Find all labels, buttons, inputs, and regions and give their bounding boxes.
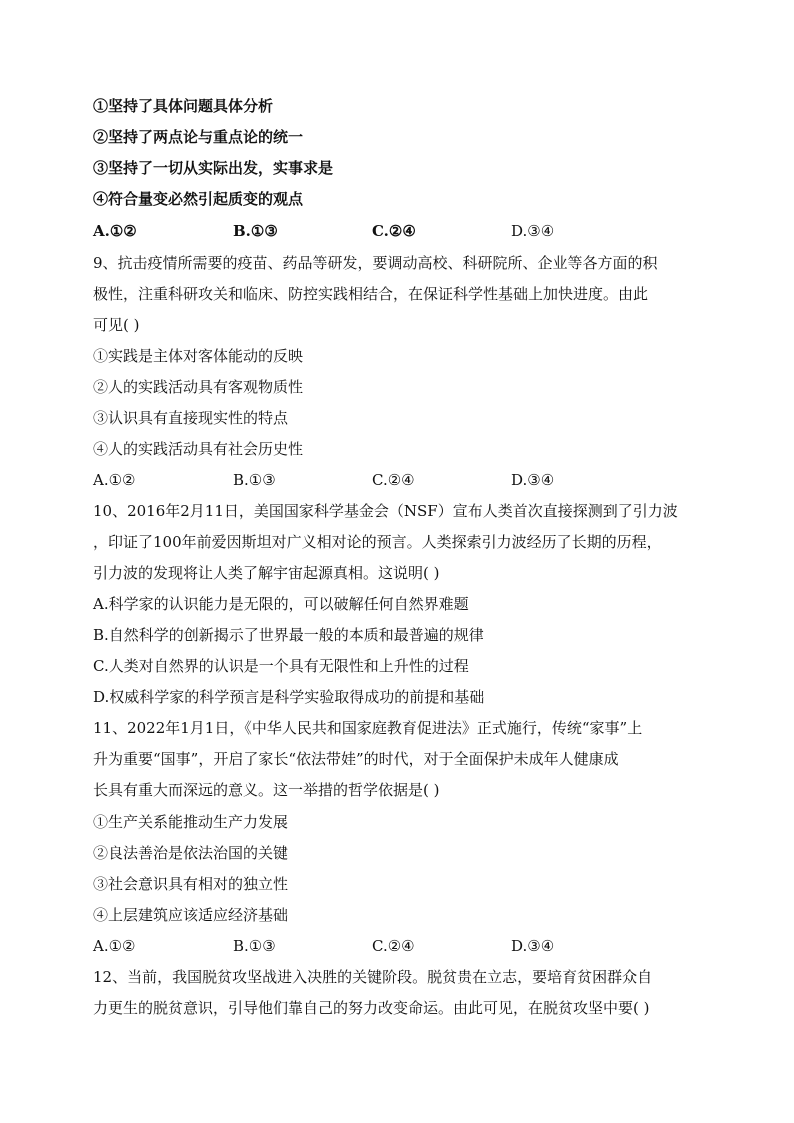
q8-statement-2: ②坚持了两点论与重点论的统一 [93,128,304,146]
q10-choice-b: B.自然科学的创新揭示了世界最一般的本质和最普遍的规律 [93,626,484,644]
q11-option-b: B.①③ [233,937,276,955]
q9-option-b: B.①③ [233,471,276,489]
q11-option-d: D.③④ [511,937,555,955]
q11-option-c: C.②④ [372,937,415,955]
q11-statement-3: ③社会意识具有相对的独立性 [93,875,289,893]
q9-option-d: D.③④ [511,471,555,489]
q9-statement-1: ①实践是主体对客体能动的反映 [93,347,304,365]
q8-statement-3: ③坚持了一切从实际出发，实事求是 [93,159,334,177]
q10-choice-d: D.权威科学家的科学预言是科学实验取得成功的前提和基础 [93,688,485,706]
q10-choice-a: A.科学家的认识能力是无限的，可以破解任何自然界难题 [93,595,469,613]
q9-stem-line-2: 极性，注重科研攻关和临床、防控实践相结合，在保证科学性基础上加快进度。由此 [93,285,649,303]
q11-statement-2: ②良法善治是依法治国的关键 [93,844,289,862]
q9-option-c: C.②④ [372,471,415,489]
q8-option-c: C.②④ [372,222,416,240]
q8-statement-4: ④符合量变必然引起质变的观点 [93,190,304,208]
q10-stem-line-1: 10、2016年2月11日，美国国家科学基金会（NSF）宣布人类首次直接探测到了引力波 [93,502,678,520]
q10-stem-line-3: 引力波的发现将让人类了解宇宙起源真相。这说明( ) [93,564,440,582]
q11-stem-line-3: 长具有重大而深远的意义。这一举措的哲学依据是( ) [93,781,440,799]
q11-statement-4: ④上层建筑应该适应经济基础 [93,906,289,924]
q8-statement-1: ①坚持了具体问题具体分析 [93,97,274,115]
q12-stem-line-2: 力更生的脱贫意识，引导他们靠自己的努力改变命运。由此可见，在脱贫攻坚中要( ) [93,999,650,1017]
q11-statement-1: ①生产关系能推动生产力发展 [93,813,289,831]
q11-option-a: A.①② [93,937,136,955]
q11-stem-line-2: 升为重要“国事”，开启了家长“依法带娃”的时代，对于全面保护未成年人健康成 [93,750,619,768]
q9-stem-line-1: 9、抗击疫情所需要的疫苗、药品等研发，要调动高校、科研院所、企业等各方面的积 [93,254,658,272]
q9-options [93,468,713,492]
q11-options [93,934,713,958]
q9-option-a: A.①② [93,471,136,489]
q8-option-d: D.③④ [511,222,555,240]
q9-statement-4: ④人的实践活动具有社会历史性 [93,440,304,458]
q9-statement-3: ③认识具有直接现实性的特点 [93,409,289,427]
q8-option-b: B.①③ [233,222,278,240]
q12-stem-line-1: 12、当前，我国脱贫攻坚战进入决胜的关键阶段。脱贫贵在立志，要培育贫困群众自 [93,968,653,986]
q11-stem-line-1: 11、2022年1月1日，《中华人民共和国家庭教育促进法》正式施行，传统“家事”上 [93,719,643,737]
q8-options [93,219,713,243]
q10-choice-c: C.人类对自然界的认识是一个具有无限性和上升性的过程 [93,657,469,675]
q9-stem-line-3: 可见( ) [93,316,140,334]
q9-statement-2: ②人的实践活动具有客观物质性 [93,378,304,396]
q8-option-a: A.①② [93,222,137,240]
q10-stem-line-2: ，印证了100年前爱因斯坦对广义相对论的预言。人类探索引力波经历了长期的历程， [93,533,662,551]
